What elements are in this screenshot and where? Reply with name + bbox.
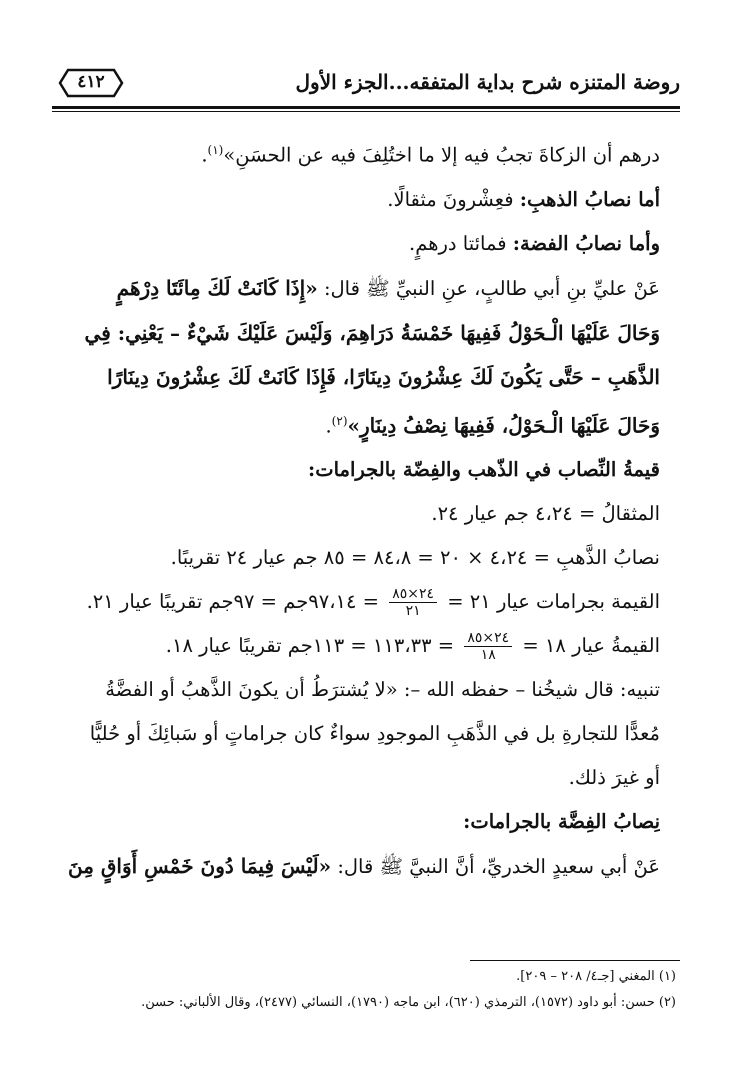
hadith-line: الذَّهَبِ – حَتَّى يَكُونَ لَكَ عِشْرُونَ دِينَارًا، فَإِذَا كَانَتْ لَكَ عِشْرُونَ دِينَارًا (107, 364, 660, 389)
book-title: روضة المتنزه شرح بداية المتفقه...الجزء الأول (295, 70, 680, 94)
footnote: (٢) حسن: أبو داود (١٥٧٢)، الترمذي (٦٢٠)، ابن ماجه (١٧٩٠)، النسائي (٢٤٧٧)، وقال الألباني: حسن. (141, 995, 676, 1010)
note-line: أو غيرَ ذلك. (568, 766, 660, 789)
section-heading: قيمةُ النِّصاب في الذّهب والفِضّة بالجرامات: (308, 458, 660, 481)
calc-line: القيمة بجرامات عيار ٢١ = $\frac{٢٤\times ٨٥}{٢١}$ = ٩٧،١٤جم = ٩٧جم تقريبًا عيار ٢١. (86, 586, 660, 619)
header-rule-thin (52, 111, 680, 112)
page-header (52, 66, 680, 104)
calc-line: القيمةُ عيار ١٨ = $\frac{٢٤\times ٨٥}{١٨}$ = ١١٣،٣٣ = ١١٣جم تقريبًا عيار ١٨. (165, 630, 660, 663)
page-number: ٤١٢ (77, 72, 105, 92)
calc-line: نصابُ الذَّهبِ = ٤،٢٤ × ٢٠ = ٨٤،٨ = ٨٥ جم عيار ٢٤ تقريبًا. (170, 546, 660, 569)
main-text (60, 128, 660, 889)
hadith-line: عَنْ عليِّ بنِ أبي طالبٍ، عنِ النبيِّ ﷺ قال: «إِذَا كَانَتْ لَكَ مِائَتَا دِرْهَمٍ (116, 275, 660, 300)
footnote-divider (470, 960, 680, 961)
text-line: أما نصابُ الذهبِ: فعِشْرونَ مثقالًا. (387, 187, 660, 211)
note-line: تنبيه: قال شيخُنا – حفظه الله –: «لا يُشترَطُ أن يكونَ الذَّهبُ أو الفضَّةُ (105, 678, 660, 701)
fraction: $\frac{٢٤\times ٨٥}{١٨}$ (464, 630, 512, 663)
footnote-ref-1[interactable]: (١) (207, 143, 224, 157)
calc-line: المثقالُ = ٤،٢٤ جم عيار ٢٤. (431, 502, 660, 525)
text-line: درهم أن الزكاةَ تجبُ فيه إلا ما اختُلِفَ فيه عن الحسَنِ»$^{(١)}$. (201, 143, 660, 167)
page-number-badge (58, 68, 124, 98)
header-rule (52, 106, 680, 109)
hadith-line: وَحَالَ عَلَيْهَا الْـحَوْلُ فَفِيهَا خَمْسَةُ دَرَاهِمَ، وَلَيْسَ عَلَيْكَ شَيْءٌ – يَعْنِي: فِي (84, 320, 660, 345)
fraction: $\frac{٢٤\times ٨٥}{٢١}$ (389, 586, 437, 619)
note-line: مُعدًّا للتجارةِ بل في الذَّهَبِ الموجودِ سواءٌ كان جراماتٍ أو سَبائِكَ أو حُليًّا (89, 722, 660, 745)
hadith-line: عَنْ أبي سعيدٍ الخدريِّ، أنَّ النبيَّ ﷺ قال: «لَيْسَ فِيمَا دُونَ خَمْسِ أَوَاقٍ مِنَ (68, 854, 660, 878)
text-line: وأما نصابُ الفضة: فمائتا درهمٍ. (409, 231, 660, 255)
footnote-ref-2[interactable]: (٢) (331, 413, 348, 428)
section-heading: نِصابُ الفِضَّة بالجرامات: (463, 810, 660, 833)
footnotes (60, 964, 676, 1016)
hadith-line: وَحَالَ عَلَيْهَا الْـحَوْلُ، فَفِيهَا نِصْفُ دِينَارٍ»$^{(٢)}$. (325, 413, 660, 437)
footnote: (١) المغني [جـ٤/ ٢٠٨ – ٢٠٩]. (516, 969, 676, 984)
